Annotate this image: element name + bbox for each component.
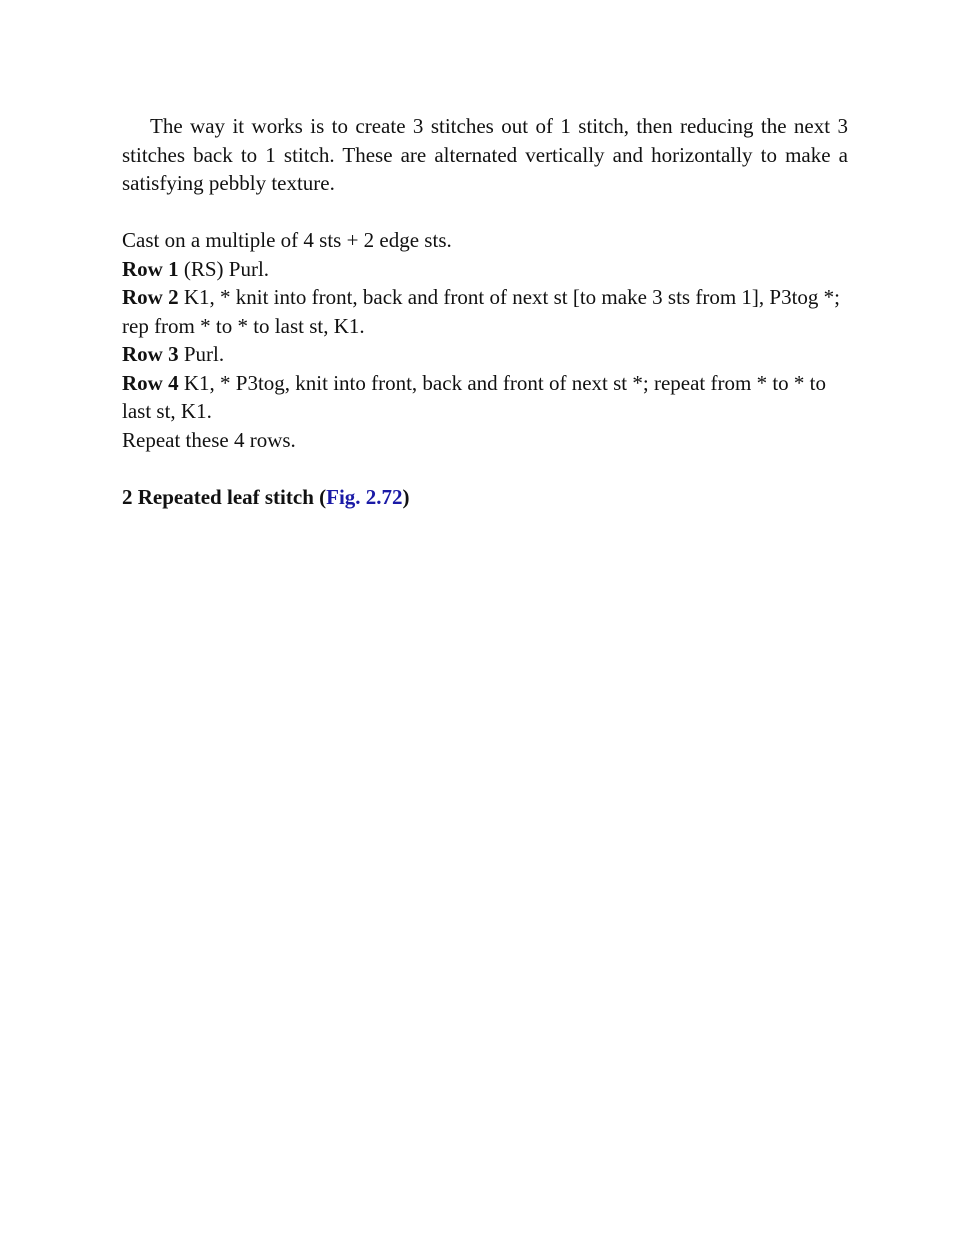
figure-link[interactable]: Fig. 2.72 [326, 484, 403, 509]
cast-on-line: Cast on a multiple of 4 sts + 2 edge sts. [122, 228, 452, 252]
row-text: Purl. [178, 342, 225, 366]
row-label: Row 2 [122, 285, 179, 309]
intro-paragraph: The way it works is to create 3 stitches out of 1 stitch, then reducing the next 3 stitches back to 1 stitch. These are alternated vertically and horizontally to make a satisfying pebbly texture. [122, 114, 848, 195]
row-label: Row 1 [122, 256, 179, 281]
row-3-instruction [122, 340, 848, 369]
row-text: (RS) Purl. [178, 256, 270, 281]
heading-text: 2 Repeated leaf stitch ( [122, 484, 327, 509]
row-text: K1, * knit into front, back and front of next st [to make 3 sts from 1], P3tog *; rep from * to * to last st, K1. [122, 285, 841, 338]
pattern-instructions [122, 226, 848, 454]
page-content [122, 112, 848, 511]
row-1-instruction [122, 255, 848, 284]
heading-close: ) [402, 484, 410, 509]
row-label: Row 4 [122, 370, 179, 395]
repeat-note: Repeat these 4 rows. [122, 427, 296, 452]
section-heading [122, 483, 848, 512]
row-text: K1, * P3tog, knit into front, back and front of next st *; repeat from * to * to last st, K1. [122, 370, 826, 423]
row-4-instruction [122, 369, 848, 426]
row-2-instruction [122, 283, 848, 340]
row-label: Row 3 [122, 342, 179, 366]
